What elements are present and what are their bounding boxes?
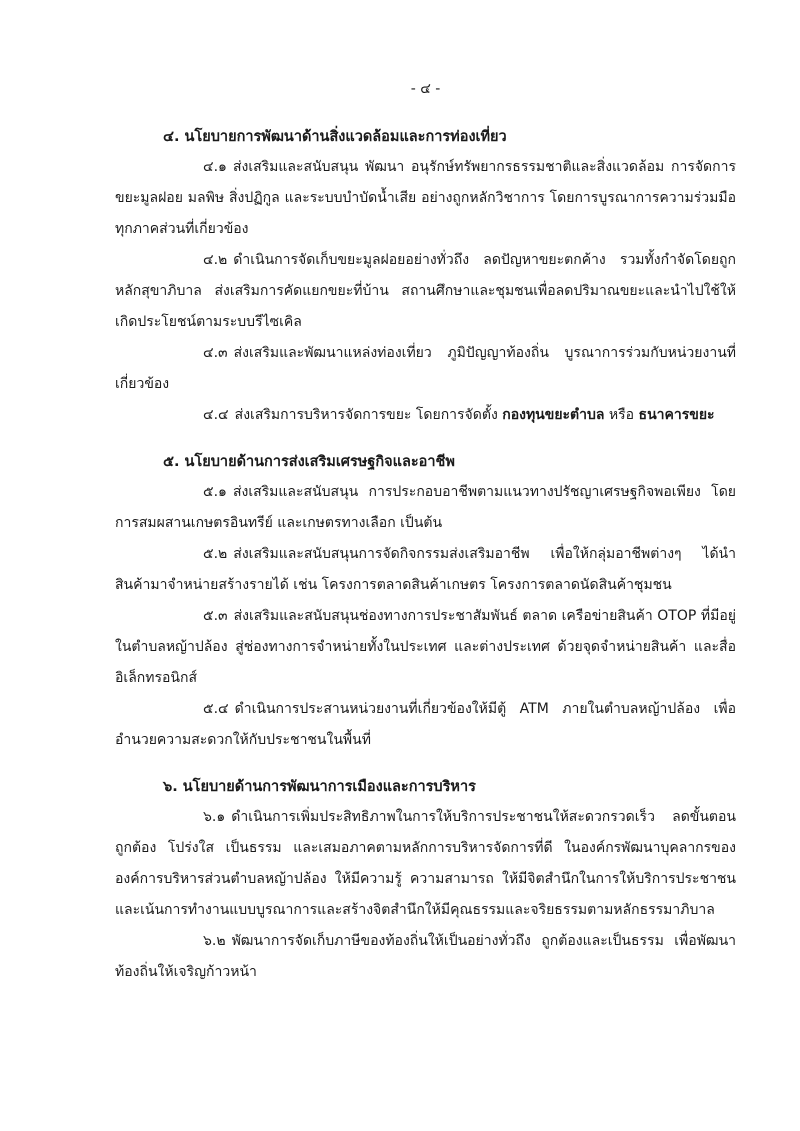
bold-term-waste-fund: กองทุนขยะตำบล xyxy=(502,407,605,423)
item-number: ๖.๑ xyxy=(203,809,226,825)
item-text: ส่งเสริมการบริหารจัดการขยะ โดยการจัดตั้ง xyxy=(234,407,503,423)
item-number: ๔.๒ xyxy=(203,252,228,268)
item-text: ส่งเสริมและพัฒนาแหล่งท่องเที่ยว ภูมิปัญญาท้องถิ่น บูรณาการร่วมกับหน่วยงานที่เกี่ยวข้อง xyxy=(115,345,736,392)
item-text-connector: หรือ xyxy=(604,407,639,423)
page-number: - ๔ - xyxy=(410,81,441,97)
section-environment-tourism xyxy=(115,122,736,431)
section-economy-occupation xyxy=(115,447,736,756)
section-heading: ๖. นโยบายด้านการพัฒนาการเมืองและการบริหาร xyxy=(163,779,476,795)
policy-item xyxy=(115,601,736,694)
item-number: ๔.๔ xyxy=(203,407,229,423)
item-number: ๔.๓ xyxy=(203,345,228,361)
item-number: ๕.๓ xyxy=(203,608,228,624)
item-text: ดำเนินการจัดเก็บขยะมูลฝอยอย่างทั่วถึง ลดปัญหาขยะตกค้าง รวมทั้งกำจัดโดยถูกหลักสุขาภิบาล ส่งเสริมการคัดแยกขยะที่บ้าน สถานศึกษาและชุมชนเพื่อลดปริมาณขยะและนำไปใช้ให้เกิดประโยชน์ตามระบบรีไซเคิล xyxy=(115,252,736,330)
section-heading: ๔. นโยบายการพัฒนาด้านสิ่งแวดล้อมและการท่องเที่ยว xyxy=(163,129,507,145)
policy-item xyxy=(115,338,736,400)
item-number: ๕.๒ xyxy=(203,546,228,562)
item-text: ดำเนินการประสานหน่วยงานที่เกี่ยวข้องให้มีตู้ ATM ภายในตำบลหญ้าปล้อง เพื่ออำนวยความสะดวกให้กับประชาชนในพื้นที่ xyxy=(115,701,736,748)
item-text: ส่งเสริมและสนับสนุนการจัดกิจกรรมส่งเสริมอาชีพ เพื่อให้กลุ่มอาชีพต่างๆ ได้นำสินค้ามาจำหน่ายสร้างรายได้ เช่น โครงการตลาดสินค้าเกษตร โครงการตลาดนัดสินค้าชุมชน xyxy=(115,546,736,593)
policy-item xyxy=(115,694,736,756)
item-text: ส่งเสริมและสนับสนุน การประกอบอาชีพตามแนวทางปรัชญาเศรษฐกิจพอเพียง โดยการสมผสานเกษตรอินทรีย์ และเกษตรทางเลือก เป็นต้น xyxy=(115,484,736,531)
item-number: ๕.๑ xyxy=(203,484,227,500)
item-text: ส่งเสริมและสนับสนุน พัฒนา อนุรักษ์ทรัพยากรธรรมชาติและสิ่งแวดล้อม การจัดการขยะมูลฝอย มลพิษ สิ่งปฏิกูล และระบบบำบัดน้ำเสีย อย่างถูกหลักวิชาการ โดยการบูรณาการความร่วมมือทุกภาคส่วนที่เกี่ยวข้อง xyxy=(115,159,736,237)
policy-item xyxy=(115,152,736,245)
item-number: ๖.๒ xyxy=(203,933,226,949)
policy-item xyxy=(115,539,736,601)
policy-item xyxy=(115,802,736,926)
item-number: ๔.๑ xyxy=(203,159,227,175)
policy-item xyxy=(115,400,736,431)
section-politics-administration xyxy=(115,772,736,988)
item-text: พัฒนาการจัดเก็บภาษีของท้องถิ่นให้เป็นอย่างทั่วถึง ถูกต้องและเป็นธรรม เพื่อพัฒนาท้องถิ่นให้เจริญก้าวหน้า xyxy=(115,933,736,980)
policy-item xyxy=(115,477,736,539)
section-heading: ๕. นโยบายด้านการส่งเสริมเศรษฐกิจและอาชีพ xyxy=(163,454,455,470)
policy-item xyxy=(115,926,736,988)
item-text: ส่งเสริมและสนับสนุนช่องทางการประชาสัมพันธ์ ตลาด เครือข่ายสินค้า OTOP ที่มีอยู่ในตำบลหญ้าปล้อง สู่ช่องทางการจำหน่ายทั้งในประเทศ และต่างประเทศ ด้วยจุดจำหน่ายสินค้า และสื่ออิเล็กทรอนิกส์ xyxy=(115,608,736,686)
policy-item xyxy=(115,245,736,338)
item-text: ดำเนินการเพิ่มประสิทธิภาพในการให้บริการประชาชนให้สะดวกรวดเร็ว ลดขั้นตอน ถูกต้อง โปร่งใส เป็นธรรม และเสมอภาคตามหลักการบริหารจัดการที่ดี ในองค์กรพัฒนาบุคลากรขององค์การบริหารส่วนตำบลหญ้าปล้อง ให้มีความรู้ ความสามารถ ให้มีจิตสำนึกในการให้บริการประชาชน และเน้นการทำงานแบบบูรณาการและสร้างจิตสำนึกให้มีคุณธรรมและจริยธรรมตามหลักธรรมาภิบาล xyxy=(115,809,736,918)
bold-term-waste-bank: ธนาคารขยะ xyxy=(638,407,715,423)
item-number: ๕.๔ xyxy=(203,701,229,717)
